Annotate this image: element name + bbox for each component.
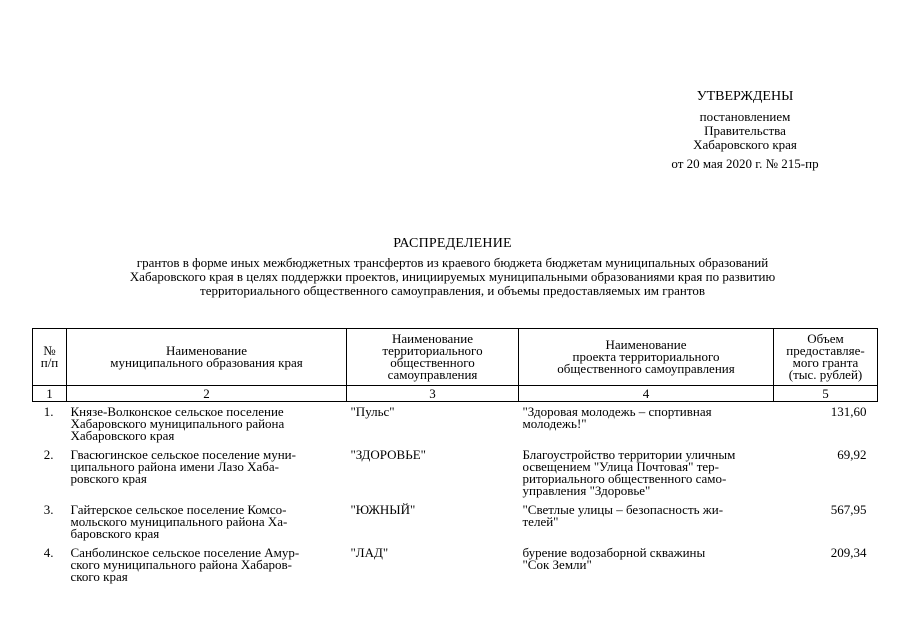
amount-cell: 567,95 bbox=[830, 502, 867, 517]
header-amount: Объем предоставляе- мого гранта (тыс. рублей) bbox=[774, 329, 878, 386]
municipality-cell: Санболинское сельское поселение Амур- ского муниципального района Хабаров- ского края bbox=[70, 545, 300, 584]
column-number: 2 bbox=[67, 386, 347, 402]
document-title: РАСПРЕДЕЛЕНИЕ bbox=[393, 236, 512, 251]
header-project: Наименование проекта территориального общественного самоуправления bbox=[519, 329, 774, 386]
row-number: 2. bbox=[43, 447, 54, 462]
subtitle-line: территориального общественного самоуправления, и объемы предоставляемых им грантов bbox=[200, 283, 705, 298]
document-subtitle bbox=[60, 256, 845, 298]
municipality-cell: Гайтерское сельское поселение Комсо- мольского муниципального района Ха- баровского края bbox=[70, 502, 288, 541]
approval-line-2: Правительства bbox=[704, 123, 786, 138]
approval-block bbox=[640, 90, 850, 171]
approval-heading: УТВЕРЖДЕНЫ bbox=[696, 89, 794, 104]
column-number: 5 bbox=[774, 386, 878, 402]
table-row bbox=[33, 500, 878, 543]
table-row bbox=[33, 543, 878, 586]
amount-cell: 69,92 bbox=[837, 447, 867, 462]
row-number: 3. bbox=[43, 502, 54, 517]
column-number: 1 bbox=[33, 386, 67, 402]
column-number-row bbox=[33, 386, 878, 402]
project-cell: Благоустройство территории уличным освещением "Улица Почтовая" тер- риториального общественного само- управления "Здоровье" bbox=[522, 447, 736, 498]
column-number: 3 bbox=[347, 386, 519, 402]
municipality-cell: Гвасюгинское сельское поселение муни- ципального района имени Лазо Хаба- ровского края bbox=[70, 447, 296, 486]
row-number: 1. bbox=[43, 404, 54, 419]
subtitle-line: грантов в форме иных межбюджетных трансфертов из краевого бюджета бюджетам муниципальных образований bbox=[136, 255, 769, 270]
header-number: № п/п bbox=[33, 329, 67, 386]
tos-cell: "Пульс" bbox=[350, 404, 395, 419]
table-row bbox=[33, 445, 878, 500]
column-number: 4 bbox=[519, 386, 774, 402]
grants-table bbox=[32, 328, 878, 586]
approval-line-1: постановлением bbox=[699, 109, 791, 124]
municipality-cell: Князе-Волконское сельское поселение Хабаровского муниципального района Хабаровского края bbox=[70, 404, 285, 443]
row-number: 4. bbox=[43, 545, 54, 560]
project-cell: бурение водозаборной скважины "Сок Земли" bbox=[522, 545, 706, 572]
project-cell: "Светлые улицы – безопасность жи- телей" bbox=[522, 502, 724, 529]
tos-cell: "ЮЖНЫЙ" bbox=[350, 502, 416, 517]
tos-cell: "ЛАД" bbox=[350, 545, 389, 560]
header-tos: Наименование территориального общественного самоуправления bbox=[347, 329, 519, 386]
tos-cell: "ЗДОРОВЬЕ" bbox=[350, 447, 426, 462]
table-row bbox=[33, 402, 878, 446]
subtitle-line: Хабаровского края в целях поддержки проектов, инициируемых муниципальными образованиями края по развитию bbox=[129, 269, 776, 284]
amount-cell: 131,60 bbox=[830, 404, 867, 419]
amount-cell: 209,34 bbox=[830, 545, 867, 560]
table-header-row bbox=[33, 329, 878, 386]
project-cell: "Здоровая молодежь – спортивная молодежь!" bbox=[522, 404, 712, 431]
approval-line-3: Хабаровского края bbox=[693, 137, 797, 152]
approval-date: от 20 мая 2020 г. № 215-пр bbox=[671, 156, 819, 171]
header-municipality: Наименование муниципального образования края bbox=[67, 329, 347, 386]
